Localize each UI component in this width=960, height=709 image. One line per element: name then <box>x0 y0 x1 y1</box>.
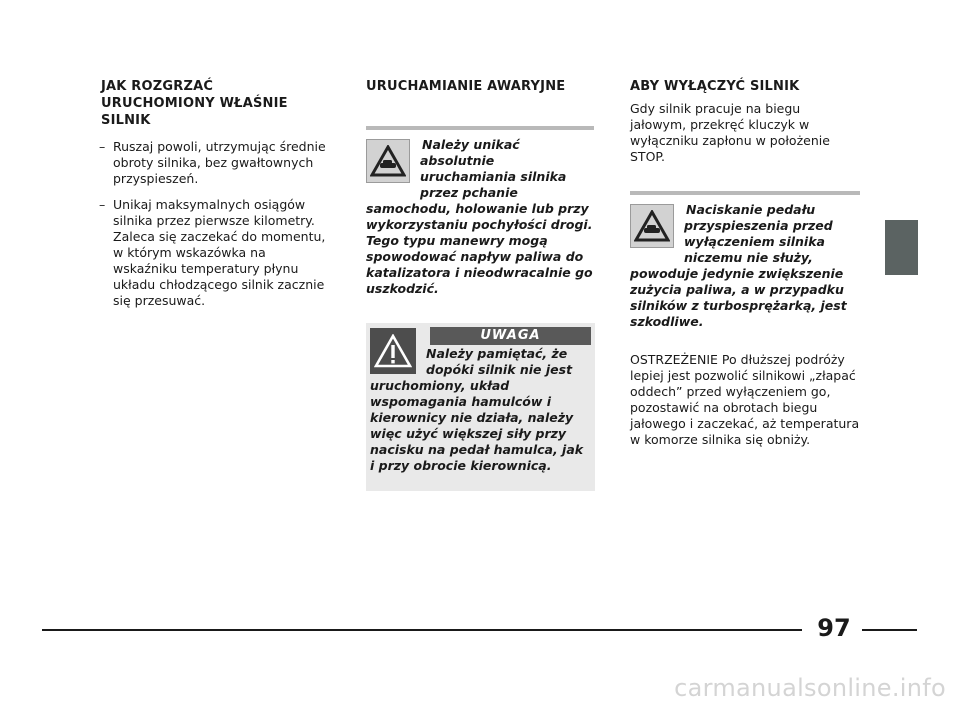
bullet-text: Unikaj maksymalnych osiągów silnika przez pierwsze kilometry. Zaleca się zaczekać do momentu, w którym wskazówka na wskaźniku temperatury płynu układu chłodzącego silnik zacznie się przesuwać. <box>113 197 326 308</box>
engine-off-paragraph: Gdy silnik pracuje na biegu jałowym, przekręć kluczyk w wyłączniku zapłonu w położenie STOP. <box>630 101 830 164</box>
section-heading-engine-off: ABY WYŁĄCZYĆ SILNIK <box>630 79 800 94</box>
uwaga-label: UWAGA <box>430 327 591 345</box>
bullet-item <box>99 197 327 309</box>
footer-rule-right <box>862 629 917 631</box>
section-heading-warm-up: JAK ROZGRZAĆ URUCHOMIONY WŁAŚNIE SILNIK <box>101 79 288 128</box>
chapter-side-tab <box>885 220 918 275</box>
footer-rule-left <box>42 629 802 631</box>
page-number: 97 <box>817 614 851 642</box>
bullet-item <box>99 139 327 187</box>
bullet-text: Ruszaj powoli, utrzymując średnie obroty silnika, bez gwałtownych przyspieszeń. <box>113 139 326 186</box>
bullet-dash: – <box>99 197 106 212</box>
uwaga-box <box>366 323 595 491</box>
watermark: carmanualsonline.info <box>674 674 946 702</box>
exclamation-triangle-icon <box>370 328 416 374</box>
column-engine-off <box>630 78 860 165</box>
column-warm-up <box>101 78 327 309</box>
warning-box-push-start <box>366 126 594 297</box>
section-heading-emergency-start: URUCHAMIANIE AWARYJNE <box>366 79 566 94</box>
car-warning-triangle-icon <box>366 139 410 183</box>
car-warning-triangle-icon <box>630 204 674 248</box>
warning-text: Należy unikać absolutnie uruchamiania silnika przez pchanie samochodu, holowanie lub przy wykorzystaniu pochyłości drogi. Tego typu manewry mogą spowodować napływ paliwa do katalizatora i nieodwracalnie go uszkodzić. <box>366 137 593 296</box>
warning-box-accelerator <box>630 191 860 330</box>
ostrzezenie-note: OSTRZEŻENIE Po dłuższej podróży lepiej jest pozwolić silnikowi „złapać oddech” przed wyłączeniem go, pozostawić na obrotach biegu jałowego i zaczekać, aż temperatura w komorze silnika się obniży. <box>630 352 860 447</box>
uwaga-text: Należy pamiętać, że dopóki silnik nie jest uruchomiony, układ wspomagania hamulców i kierownicy nie działa, należy więc użyć większej siły przy nacisku na pedał hamulca, jak i przy obrocie kierownicą. <box>370 346 584 473</box>
bullet-dash: – <box>99 139 106 154</box>
warning-text: Naciskanie pedału przyspieszenia przed wyłączeniem silnika niczemu nie służy, powoduje jedynie zwiększenie zużycia paliwa, a w przypadku silników z turbosprężarką, jest szkodliwe. <box>630 202 847 329</box>
